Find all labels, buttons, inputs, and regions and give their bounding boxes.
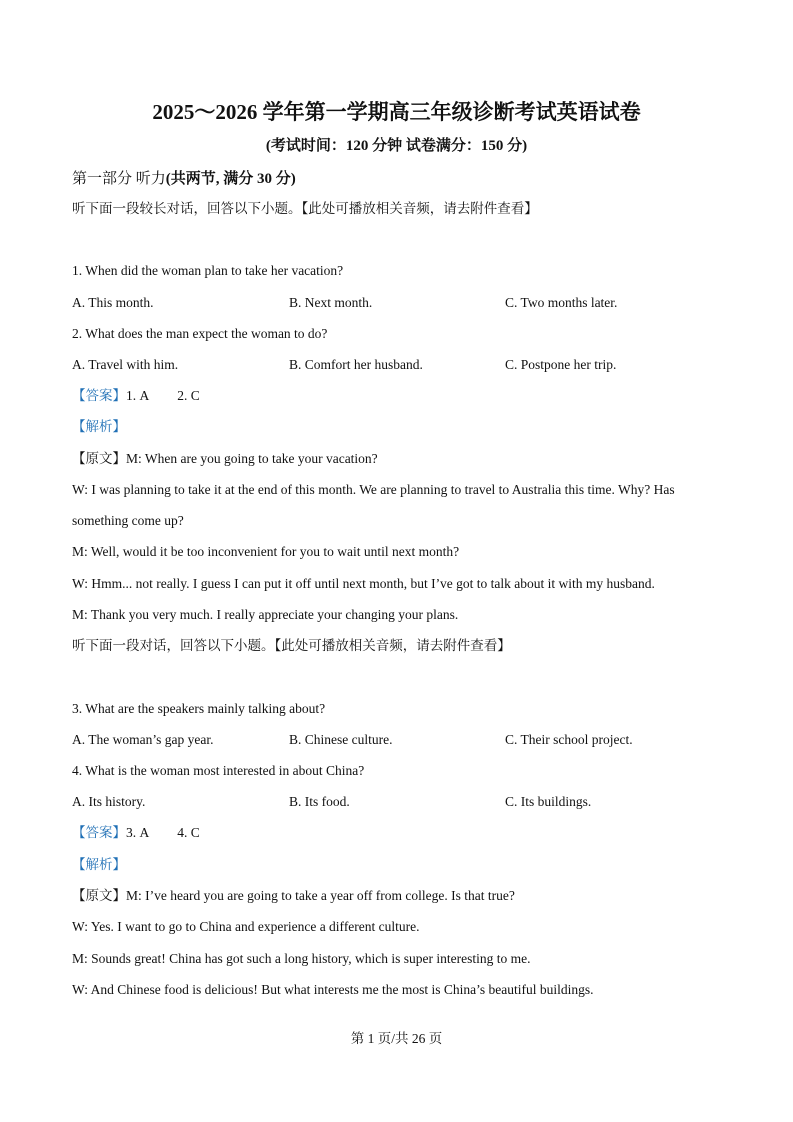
q3-option-a: A. The woman’s gap year.	[72, 732, 214, 747]
transcript-line-2-2: M: Sounds great! China has got such a long history, which is super interesting to me.	[72, 951, 531, 966]
exam-title: 2025～2026 学年第一学期高三年级诊断考试英语试卷	[152, 100, 641, 124]
q1-option-c: C. Two months later.	[505, 295, 618, 310]
q2-option-b: B. Comfort her husband.	[289, 357, 423, 372]
transcript-line-1-4: W: Hmm... not really. I guess I can put it off until next month, but I’ve got to talk about it with my husband.	[72, 576, 655, 591]
answer-tag: 【答案】	[72, 388, 126, 403]
part-heading	[72, 169, 296, 189]
q4-option-b: B. Its food.	[289, 794, 350, 809]
q2-option-c: C. Postpone her trip.	[505, 357, 617, 372]
transcript-line-1-2: something come up?	[72, 513, 184, 528]
q4-option-c: C. Its buildings.	[505, 794, 592, 809]
question-3: 3. What are the speakers mainly talking about?	[72, 701, 326, 716]
part-heading-suffix: (共两节, 满分 30 分)	[165, 171, 296, 187]
transcript-line-1-5: M: Thank you very much. I really appreciate your changing your plans.	[72, 607, 459, 622]
transcript-first-line: M: I’ve heard you are going to take a year off from college. Is that true?	[126, 888, 515, 903]
transcript-line-1-3: M: Well, would it be too inconvenient for you to wait until next month?	[72, 544, 460, 559]
q4-option-a: A. Its history.	[72, 794, 146, 809]
section2-instruction: 听下面一段对话，回答以下小题。【此处可播放相关音频，请去附件查看】	[72, 638, 511, 653]
q1-option-b: B. Next month.	[289, 295, 373, 310]
question-1: 1. When did the woman plan to take her vacation?	[72, 263, 344, 278]
part-heading-prefix: 第一部分 听力	[72, 171, 166, 187]
original-tag: 【原文】	[72, 451, 126, 466]
answer-value-2: 2. C	[177, 388, 200, 403]
transcript-line-1-0	[72, 450, 378, 468]
analysis-tag-1: 【解析】	[72, 419, 126, 434]
q3-option-c: C. Their school project.	[505, 732, 633, 747]
answer-value-4: 4. C	[177, 825, 200, 840]
transcript-line-2-3: W: And Chinese food is delicious! But what interests me the most is China’s beautiful buildings.	[72, 982, 594, 997]
page-footer: 第 1 页/共 26 页	[350, 1031, 443, 1046]
answer-tag: 【答案】	[72, 825, 126, 840]
analysis-tag-2: 【解析】	[72, 857, 126, 872]
original-tag: 【原文】	[72, 888, 126, 903]
q3-option-b: B. Chinese culture.	[289, 732, 393, 747]
transcript-line-2-1: W: Yes. I want to go to China and experience a different culture.	[72, 919, 420, 934]
q2-option-a: A. Travel with him.	[72, 357, 179, 372]
transcript-line-1-1: W: I was planning to take it at the end of this month. We are planning to travel to Australia this time. Why? Has	[72, 482, 675, 497]
exam-subtitle: (考试时间：120 分钟 试卷满分：150 分)	[265, 138, 528, 154]
transcript-first-line: M: When are you going to take your vacation?	[126, 451, 378, 466]
answer-value-1: 1. A	[126, 388, 150, 403]
q1-option-a: A. This month.	[72, 295, 154, 310]
answer-line-2	[72, 824, 200, 842]
section1-instruction: 听下面一段较长对话，回答以下小题。【此处可播放相关音频，请去附件查看】	[72, 201, 538, 216]
question-4: 4. What is the woman most interested in about China?	[72, 763, 365, 778]
question-2: 2. What does the man expect the woman to do?	[72, 326, 328, 341]
answer-value-3: 3. A	[126, 825, 150, 840]
transcript-line-2-0	[72, 887, 515, 905]
answer-line-1	[72, 387, 200, 405]
